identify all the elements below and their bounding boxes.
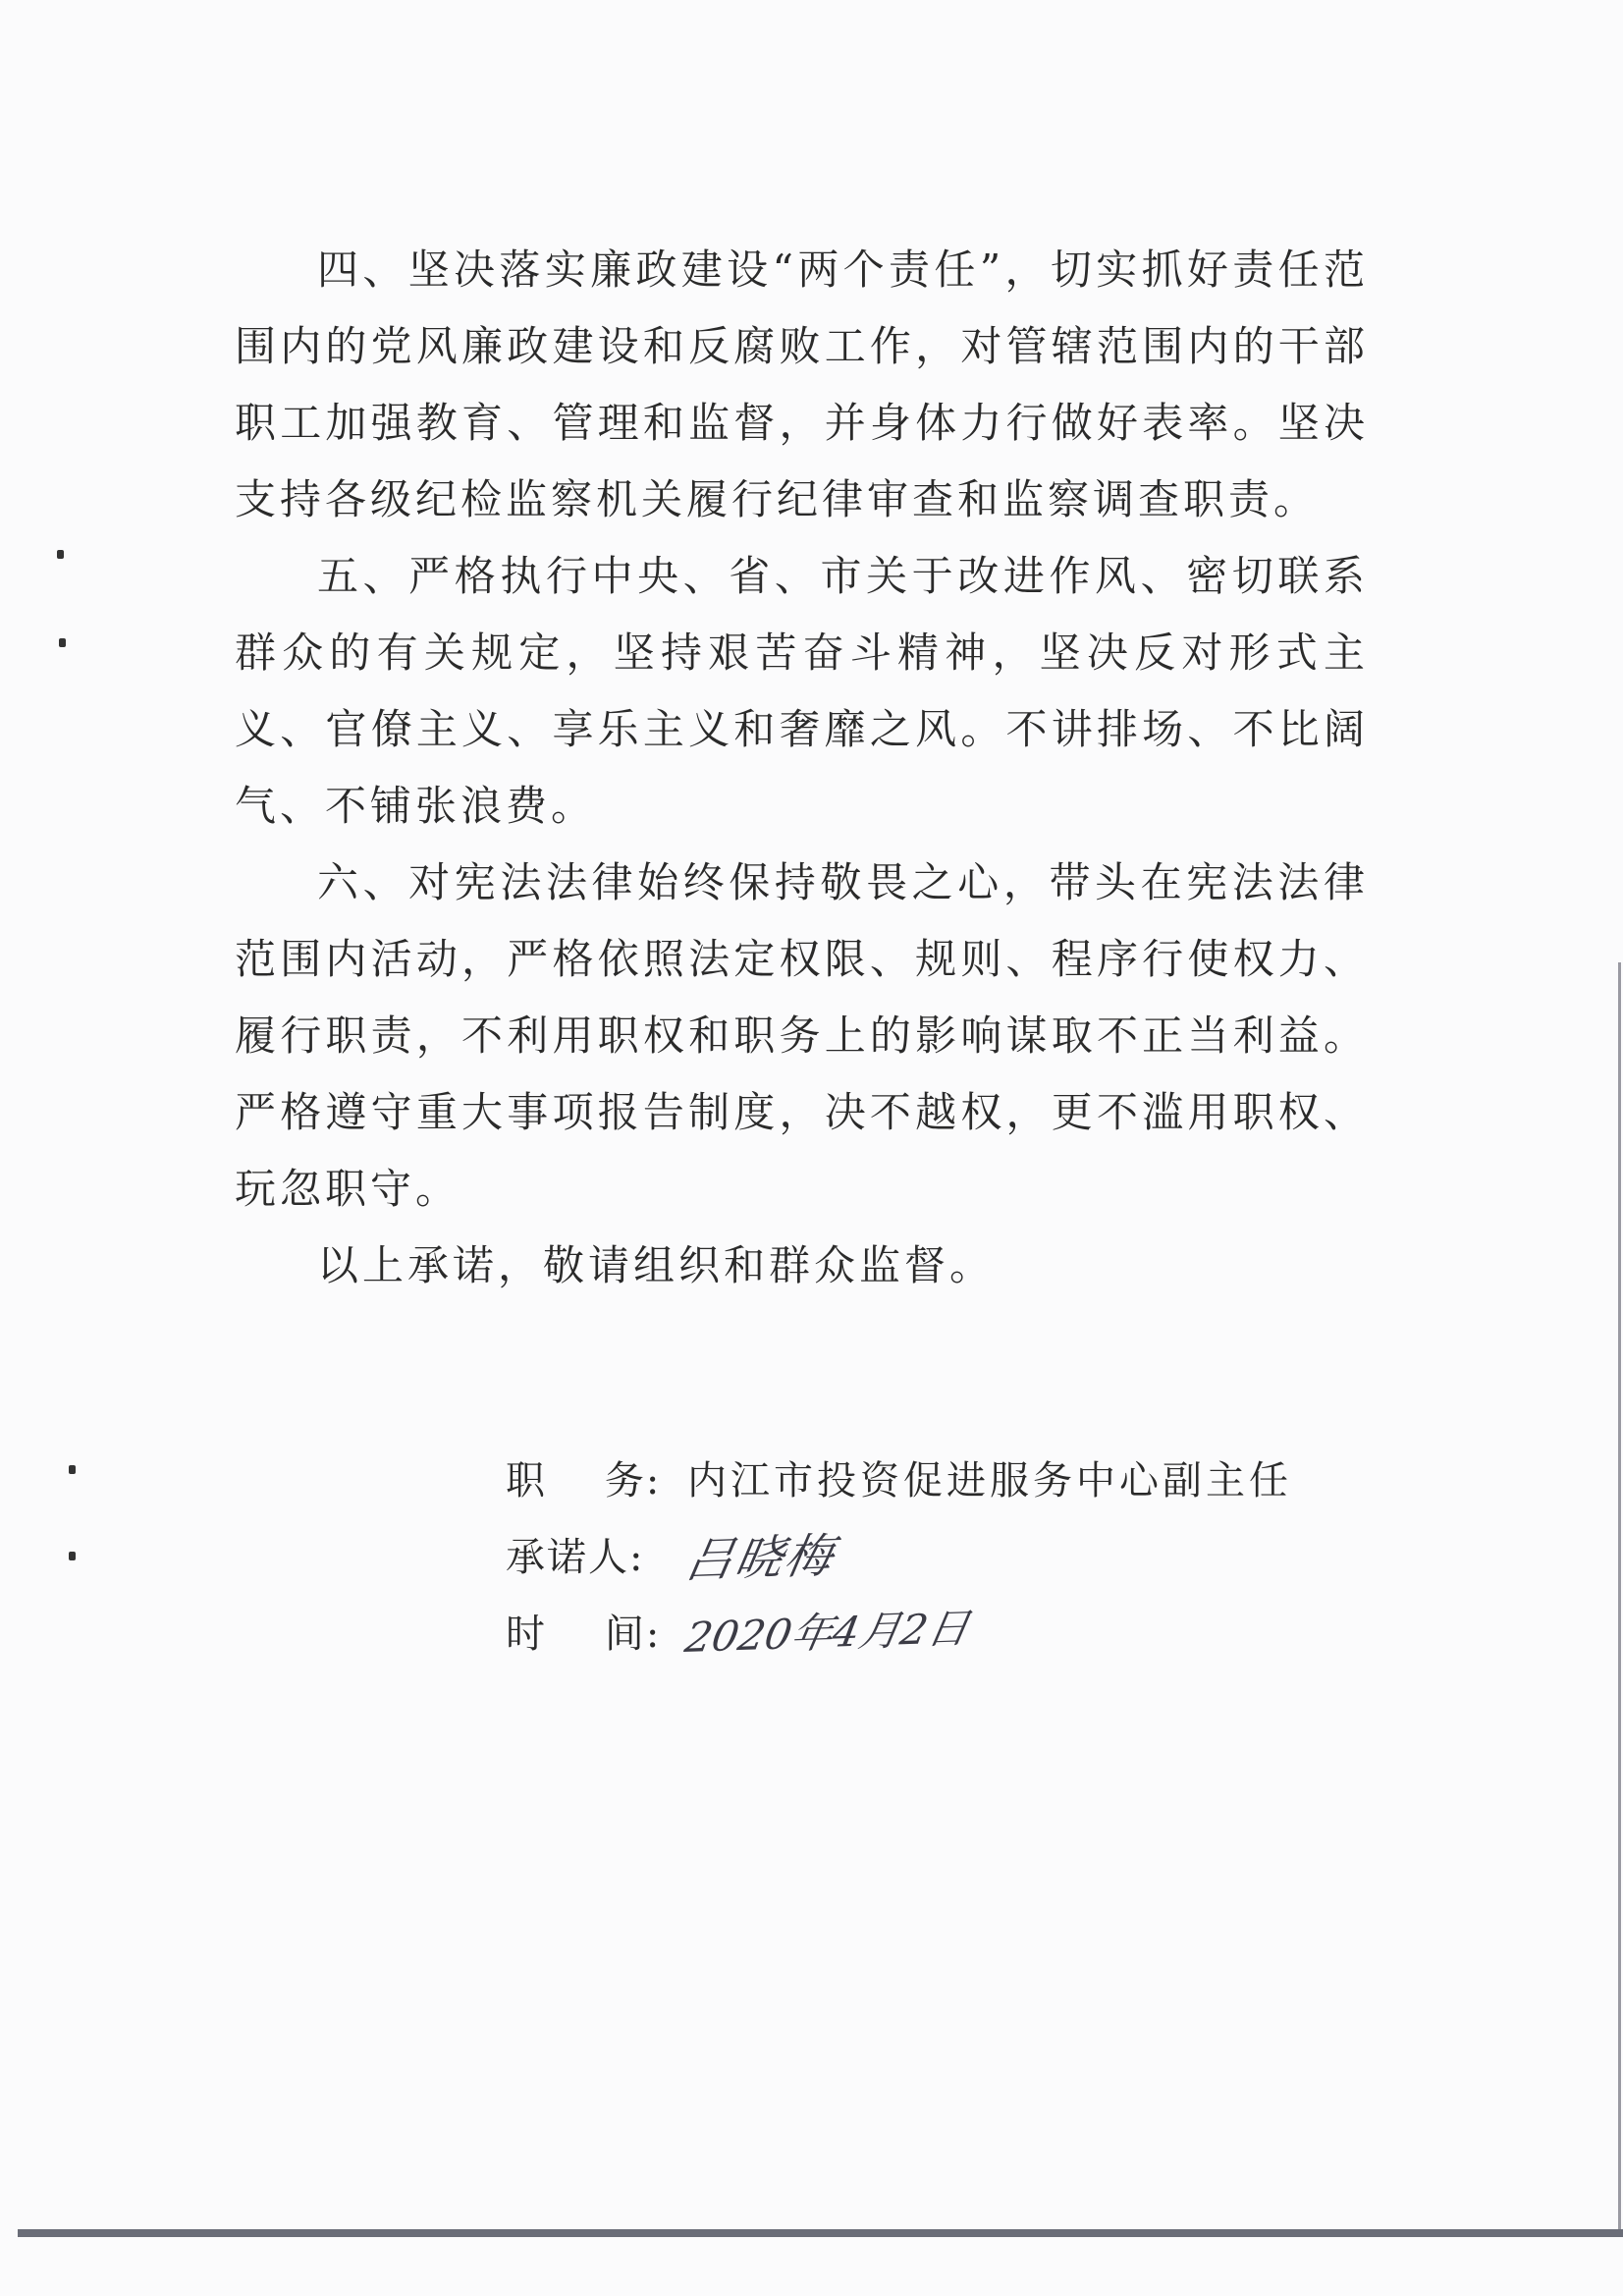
scan-speck <box>69 1552 76 1560</box>
promisor-label: 承诺人: <box>506 1534 645 1580</box>
scan-edge-line <box>1618 962 1621 2229</box>
position-label: 职 务: <box>506 1457 662 1503</box>
handwritten-signature: 吕晓梅 <box>680 1527 839 1589</box>
promisor-row <box>506 1515 1292 1592</box>
closing-statement: 以上承诺，敬请组织和群众监督。 <box>317 1241 996 1289</box>
date-label: 时 间: <box>506 1611 662 1657</box>
date-row <box>506 1592 1292 1668</box>
scan-speck <box>57 550 64 559</box>
position-row <box>506 1439 1292 1515</box>
paragraph-five: 五、严格执行中央、省、市关于改进作风、密切联系群众的有关规定，坚持艰苦奋斗精神，坚决反对形式主义、官僚主义、享乐主义和奢靡之风。不讲排场、不比阔气、不铺张浪费。 <box>235 552 1369 830</box>
commitment-body <box>235 232 1369 1304</box>
scan-speck <box>59 638 66 647</box>
paragraph-four: 四、坚决落实廉政建设“两个责任”，切实抓好责任范围内的党风廉政建设和反腐败工作，对管辖范围内的干部职工加强教育、管理和监督，并身体力行做好表率。坚决支持各级纪检监察机关履行纪律审查和监察调查职责。 <box>235 246 1369 523</box>
position-value: 内江市投资促进服务中心副主任 <box>687 1457 1292 1503</box>
paragraph-six: 六、对宪法法律始终保持敬畏之心，带头在宪法法律范围内活动，严格依照法定权限、规则、程序行使权力、履行职责，不利用职权和职务上的影响谋取不正当利益。严格遵守重大事项报告制度，决不越权，更不滥用职权、玩忽职守。 <box>235 858 1369 1213</box>
scan-bottom-border <box>18 2229 1623 2237</box>
scan-speck <box>69 1465 76 1474</box>
handwritten-date: 2020年4月2日 <box>681 1604 974 1662</box>
signature-block <box>506 1439 1292 1668</box>
